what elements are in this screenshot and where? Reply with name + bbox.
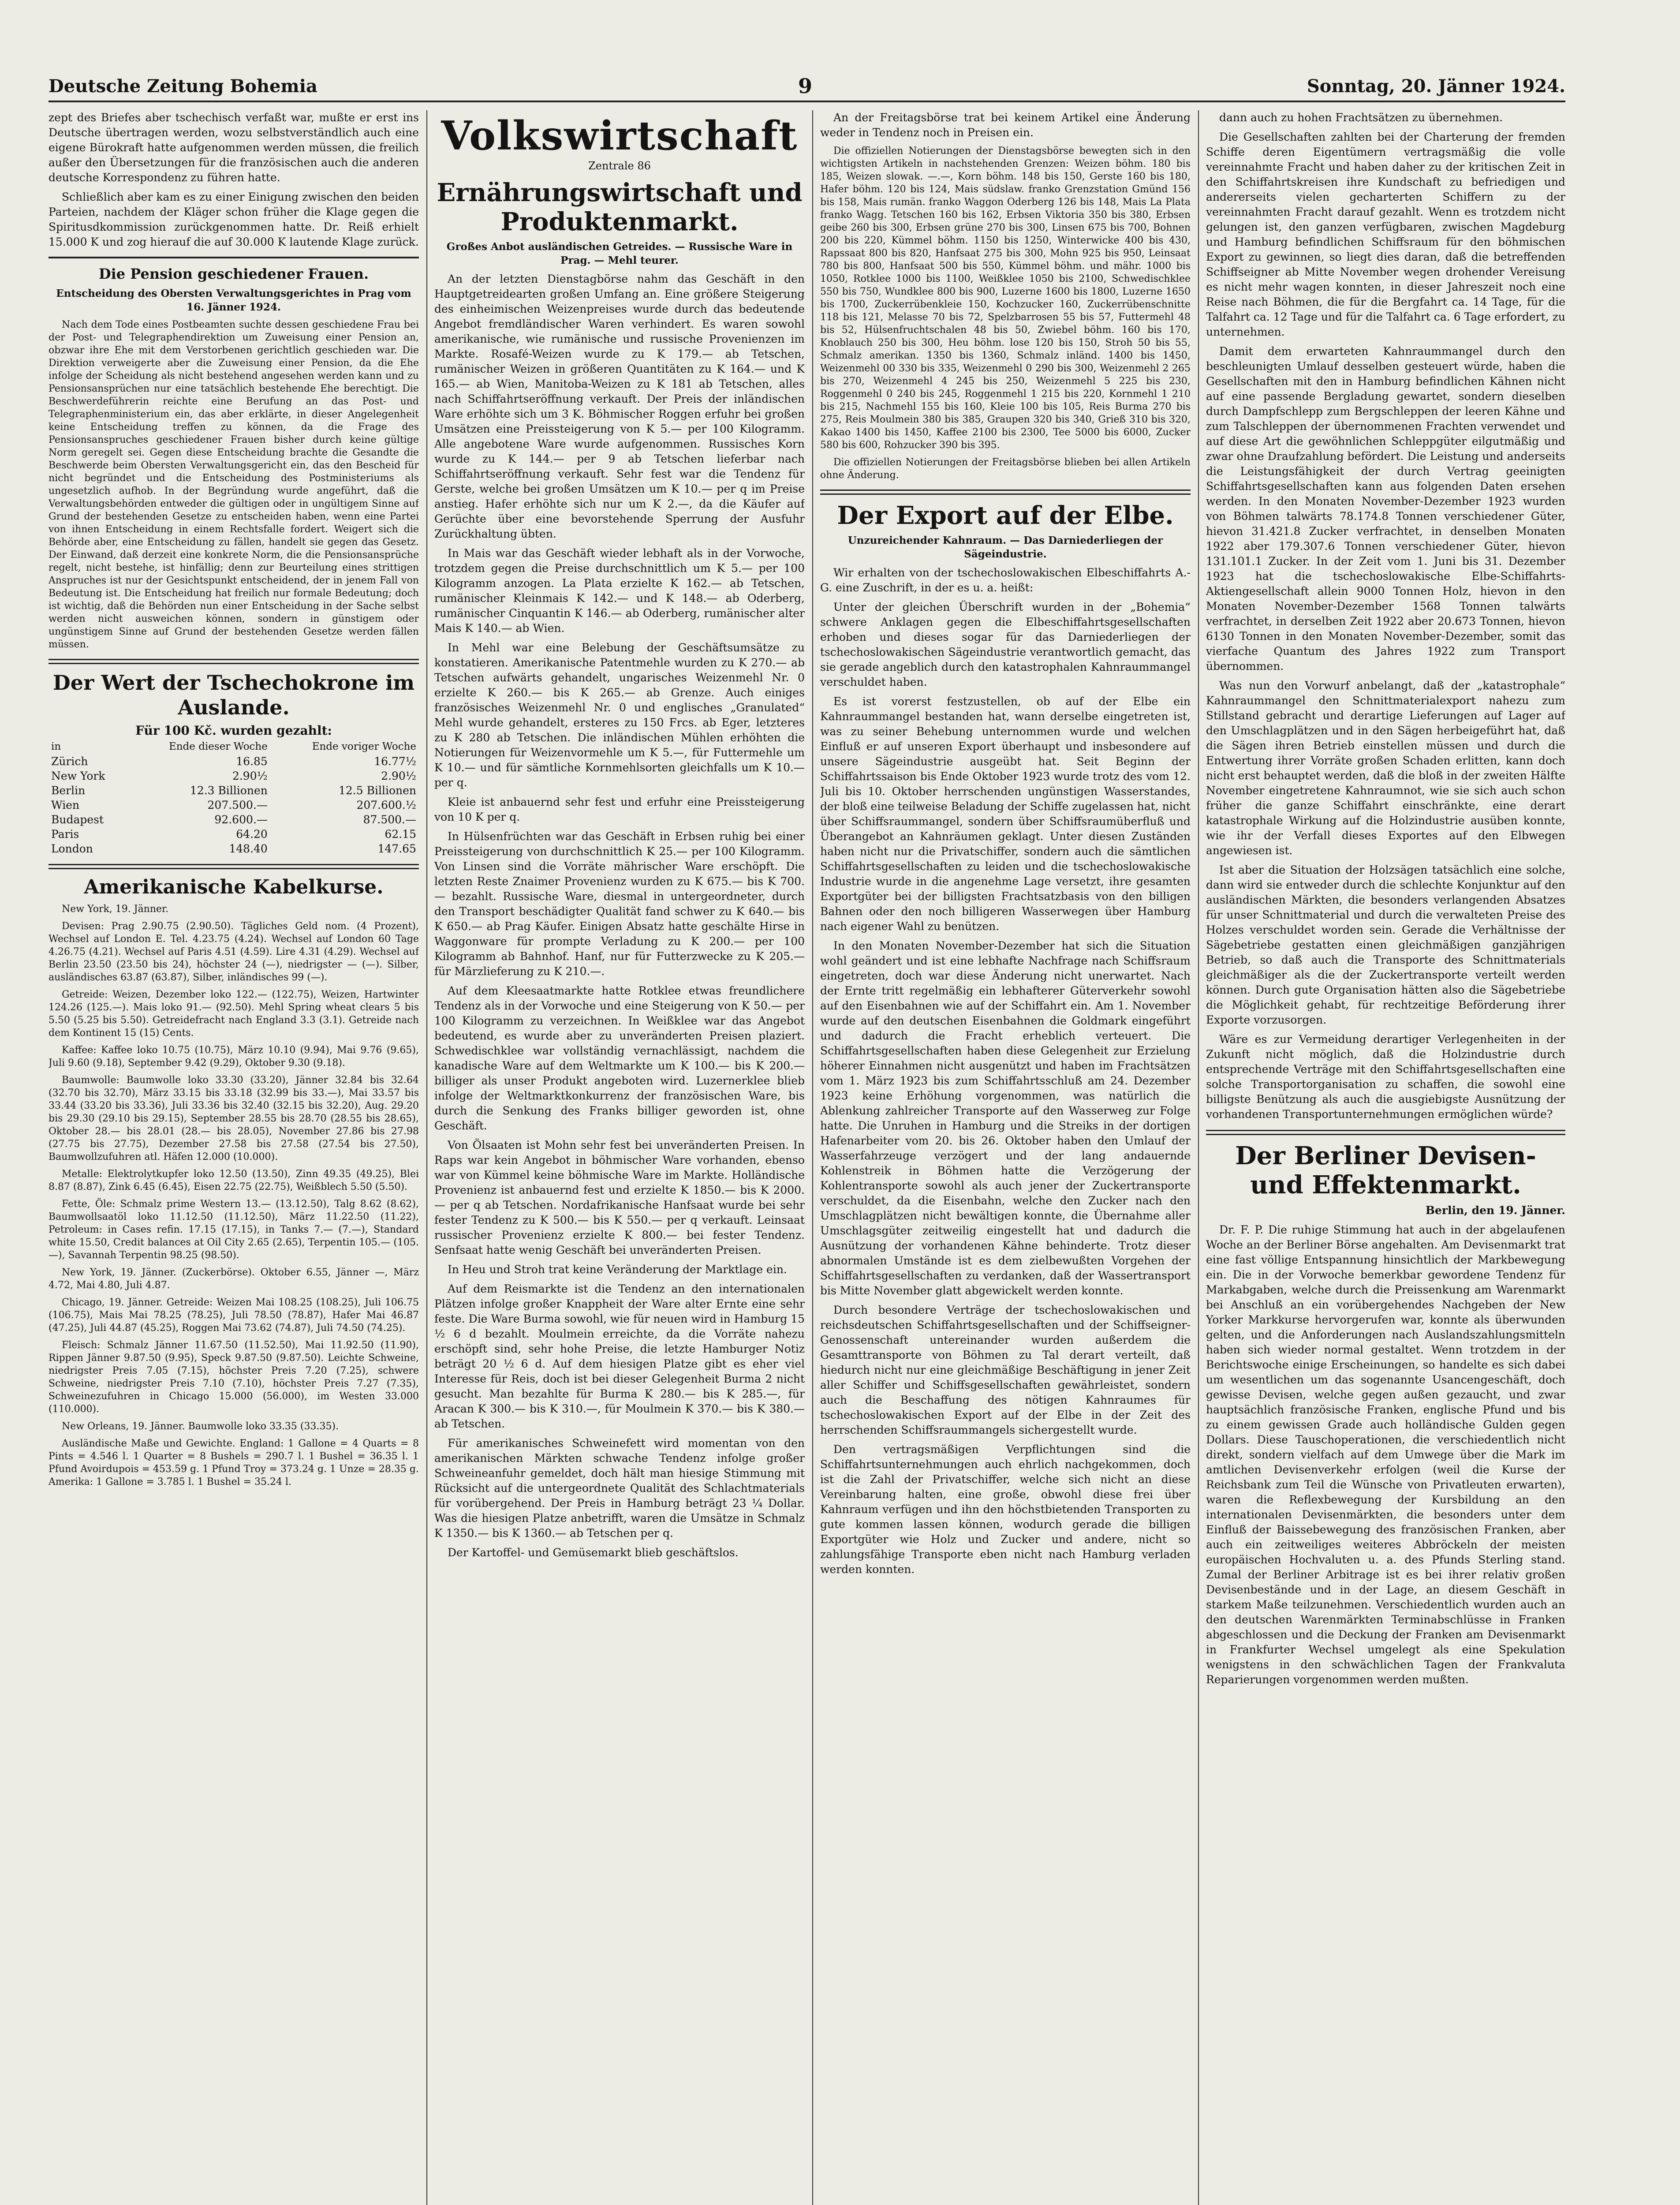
paragraph: Kaffee: Kaffee loko 10.75 (10.75), März 10.10 (9.94), Mai 9.76 (9.65), Juli 9.60 (9.18), September 9.42 (9.29), Oktober 9.30 (9.18). xyxy=(49,1045,419,1069)
table-cell: 148.40 xyxy=(229,842,268,855)
table-cell: 62.15 xyxy=(385,828,416,841)
table-caption: Für 100 Kč. wurden gezahlt: xyxy=(135,723,332,738)
table-header-row xyxy=(49,740,419,754)
paragraph: Getreide: Weizen, Dezember loko 122.— (122.75), Weizen, Hartwinter 124.26 (125.—). Mais loko 91.— (92.50). Mehl Spring wheat clears 5 bis 5.50 (5.25 bis 5.50). Getreidefracht nach England 3.3 (3.1). Getreide nach dem Kontinent 15 (15) Cents. xyxy=(49,989,419,1039)
dateline: Berlin, den 19. Jänner. xyxy=(1425,1204,1565,1217)
table-cell: 64.20 xyxy=(236,828,268,841)
table-cell: Budapest xyxy=(51,813,104,826)
table-cell: Paris xyxy=(51,828,79,841)
paragraph: An der letzten Dienstagbörse nahm das Geschäft in den Hauptgetreidearten großen Umfang an. Eine größere Steigerung des einheimischen Weizenpreises wurde durch das bedeutende Angebot fremdländischer Waren verhindert. Es waren sowohl amerikanische, wie rumänische und russische Provenienzen im Markte. Rosafé-Weizen wurde zu K 179.— ab Tetschen, rumänischer Weizen in größeren Quantitäten zu K 164.— und K 165.— ab Wien, Manitoba-Weizen zu K 181 ab Tetschen, alles nach Schiffahrtseröffnung verkauft. Der Preis der inländischen Ware erhöhte sich um 3 K. Böhmischer Roggen erfuhr bei großen Umsätzen eine Preissteigerung von K 5.— per 100 Kilogramm. Alle angebotene Ware wurde aufgenommen. Russisches Korn wurde zu K 144.— per 9 ab Tetschen lieferbar nach Schiffahrtseröffnung verkauft. Sehr fest war die Tendenz für Gerste, welche bei großen Umsätzen um K 10.— per q im Preise anstieg. Hafer erhöhte sich nur um K 2.—, da die Käufer auf Gerüchte über eine bevorstehende Sperrung der Ausfuhr Zurückhaltung übten. xyxy=(434,273,805,540)
table-cell: 12.3 Billionen xyxy=(190,784,268,797)
paragraph: Den vertragsmäßigen Verpflichtungen sind die Schiffahrtsunternehmungen auch ehrlich nachgekommen, doch ist die Zahl der Privatschiffer, welche sich nicht an diese Vereinbarung halten, eine große, obwohl diese frei über Kahnraum verfügen und ihn den höchstbietenden Transporten zu gute kommen lassen können, wodurch gerade die billigen Exportgüter wie Holz und Zucker und andere, nicht so zahlungsfähige Transporte eben nicht nach Hamburg verladen werden konnten. xyxy=(820,1443,1191,1576)
paragraph: Fette, Öle: Schmalz prime Western 13.— (13.12.50), Talg 8.62 (8.62), Baumwollsaatöl loko 11.12.50 (11.12.50), März 11.22.50 (11.22), Petroleum: in Cases refin. 17.15 (17.15), in Tanks 7.— (7.—), Standard white 15.50, Credit balances at Oil City 2.65 (2.65), Terpentin 105.— (105.—), Savannah Terpentin 98.25 (98.50). xyxy=(49,1199,419,1261)
section-title: Volkswirtschaft xyxy=(441,112,798,159)
table-cell: London xyxy=(51,842,93,855)
paragraph: Dr. F. P. Die ruhige Stimmung hat auch in der abgelaufenen Woche an der Berliner Börse angehalten. Am Devisenmarkt trat eine fast völlige Entspannung hinsichtlich der Markbewegung ein. Die in der Vorwoche bemerkbar gewordene Tendenz für Markabgaben, welche durch die Preissenkung am Warenmarkt bei Anschluß an ein vorübergehendes Nachgeben der New Yorker Markkurse hervorgerufen war, konnte als überwunden gelten, und die Anforderungen nach Auslandszahlungsmitteln haben sich wieder normal gestaltet. Wenn trotzdem in der Berichtswoche einige Erscheinungen, so handelte es sich dabei um wesentlichen um das sogenannte Usancengeschäft, doch gewisse Devisen, welche gegen außen gezaucht, und zwar hauptsächlich französische Franken, englische Pfund und bis zu einem gewissen Grade auch holländische Gulden gegen Dollars. Diese Tauschoperationen, die verschiedentlich nicht direkt, sondern vielfach auf dem Umwege über die Mark im amtlichen Devisenverkehr erfolgen (weil die Kurse der Reichsbank zum Teil die Wünsche von Privatleuten erwarten), waren die Reflexbewegung der Kursbildung an den internationalen Devisenmärkten, die besonders unter dem Einfluß der Baissebewegung des französischen Franken, aber auch ein zeitweiliges weiteres Abbröckeln der meisten europäischen Hochvaluten u. a. des Pfunds Sterling stand. Zumal der Berliner Arbitrage ist es bei ihrer relativ großen Devisenbestände und in der Lage, an diesem Geschäft in starkem Maße teilzunehmen. Verschiedentlich wurden auch an den deutschen Warenmärkten Terminabschlüsse in Franken abgeschlossen und die Deckung der Franken am Devisenmarkt in Frankfurter Wechsel umgelegt als eine Spekulation wenigstens in den schwächlichen Tagen der Frankvaluta Reparierungen vorgenommen werden mußten. xyxy=(1206,1223,1565,1686)
table-cell: 2.90½ xyxy=(381,770,416,782)
column-1 xyxy=(49,110,419,2205)
paragraph: Die offiziellen Notierungen der Dienstagsbörse bewegten sich in den wichtigsten Artikeln in nachstehenden Grenzen: Weizen böhm. 180 bis 185, Weizen slowak. —.—, Korn böhm. 148 bis 150, Gerste 160 bis 180, Hafer böhm. 120 bis 124, Mais südslaw. franko Grenzstation Gmünd 156 bis 158, Mais rumän. franko Waggon Oderberg 126 bis 148, Mais La Plata franko Wagg. Tetschen 160 bis 162, Erbsen Viktoria 350 bis 380, Erbsen geibe 260 bis 300, Erbsen grüne 270 bis 300, Linsen 675 bis 700, Bohnen 200 bis 220, Kümmel böhm. 1150 bis 1250, Winterwicke 400 bis 430, Rapssaat 800 bis 820, Hanfsaat 275 bis 300, Mohn 925 bis 950, Leinsaat 780 bis 800, Hanfsaat 500 bis 550, Kümmel böhm. und mähr. 1000 bis 1050, Rotklee 1000 bis 1100, Weißklee 1050 bis 2100, Schwedischklee 550 bis 750, Wundklee 800 bis 900, Luzerne 1600 bis 1800, Luzerne 1650 bis 1700, Zuckerrübenkleie 150, Kochzucker 160, Zuckerrübenschnitte 118 bis 121, Melasse 70 bis 72, Spelzbarrosen 55 bis 57, Futtermehl 48 bis 52, Hülsenfruchtschalen 48 bis 50, Zwiebel böhm. 160 bis 170, Knoblauch 250 bis 300, Heu böhm. lose 120 bis 150, Stroh 50 bis 55, Schmalz amerikan. 1350 bis 1360, Schmalz inländ. 1400 bis 1450, Weizenmehl 00 330 bis 335, Weizenmehl 0 290 bis 300, Weizenmehl 2 265 bis 270, Weizenmehl 4 245 bis 250, Weizenmehl 5 225 bis 230, Roggenmehl 0 240 bis 245, Roggenmehl 1 215 bis 220, Kornmehl 1 210 bis 215, Nachmehl 155 bis 160, Kleie 100 bis 105, Reis Burma 270 bis 275, Reis Moulmein 380 bis 385, Graupen 320 bis 340, Grieß 310 bis 320, Kakao 1400 bis 1450, Kaffee 2100 bis 2300, Tee 5000 bis 6000, Zucker 580 bis 600, Rohzucker 390 bis 395. xyxy=(820,146,1191,451)
divider xyxy=(49,864,419,869)
article-body xyxy=(1206,110,1565,1122)
table-cell: 92.600.— xyxy=(214,813,268,826)
table-cell: Wien xyxy=(51,799,80,811)
exchange-rate-table xyxy=(49,740,419,856)
article-body xyxy=(820,565,1191,1577)
article-title: Der Export auf der Elbe. xyxy=(837,501,1174,530)
article-title: Der Wert der Tschechokrone im Auslande. xyxy=(52,671,415,719)
issue-date: Sonntag, 20. Jänner 1924. xyxy=(1307,76,1565,97)
paragraph: Von Ölsaaten ist Mohn sehr fest bei unveränderten Preisen. In Raps war kein Angebot in böhmischer Ware vorhanden, ebenso war von Kümmel keine böhmische Ware im Markte. Holländische Provenienz ist anbauernd fest und erzielte K 1850.— bis K 2000.— per q ab Tetschen. Nordafrikanische Hanfsaat wurde bei sehr fester Tendenz zu K 500.— bis K 550.— per q verkauft. Leinsaat russischer Provenienz erzielte K 800.— bei fester Tendenz. Senfsaat hatte wenig Geschäft bei unveränderten Preisen. xyxy=(434,1139,805,1256)
divider xyxy=(820,490,1191,495)
column-rule xyxy=(1198,110,1199,2205)
table-cell: 2.90½ xyxy=(232,770,268,782)
article-title: Ernährungswirtschaft und Produktenmarkt. xyxy=(437,178,803,236)
paragraph: Devisen: Prag 2.90.75 (2.90.50). Tägliches Geld nom. (4 Prozent), Wechsel auf London E. Tel. 4.23.75 (4.24). Wechsel auf London 60 Tage 4.26.75 (4.21). Wechsel auf Paris 4.51 (4.59). Lire 4.31 (4.29). Wechsel auf Berlin 23.50 (23.50 bis 24), höchster 24 (—), niedrigster — (—). Silber, ausländisches 63.87 (63.87), Silber, inländisches 99 (—). xyxy=(49,921,419,983)
paragraph: Der Kartoffel- und Gemüsemarkt blieb geschäftslos. xyxy=(448,1546,739,1559)
column-4 xyxy=(1206,110,1565,2205)
intro-article xyxy=(49,110,419,250)
paragraph: In den Monaten November-Dezember hat sich die Situation wohl geändert und ist eine lebhafte Nachfrage nach Schiffsraum eingetreten, doch war diese Änderung nicht unerwartet. Nach der Ernte tritt regelmäßig ein lebhafterer Güterverkehr sowohl auf den Eisenbahnen wie auf der Schiffahrt ein. Am 1. November wurde auf den deutschen Eisenbahnen die Goldmark eingeführt und dadurch die Fracht erheblich verteuert. Die Schiffahrtsgesellschaften haben diese Gelegenheit zur Erzielung höherer Einnahmen nicht ausgenützt und haben im Frachtsätzen vom 1. März 1923 bis zum Schiffahrtsschluß am 24. Dezember 1923 keine Erhöhung vorgenommen, was natürlich die Ablenkung zahlreicher Transporte auf den Wasserweg zur Folge hatte. Die Unruhen in Hamburg und die Streiks in der dortigen Hafenarbeiter vom 20. bis 26. Oktober haben den Umlauf der Wasserfahrzeuge verzögert und der lang andauernde Kohlenstreik in Böhmen hatte die Verzögerung der Kohlentransporte sowohl als auch jener der Zuckertransporte verschuldet, da die Eisenbahn, welche den Zucker nach den Umschlagplätzen nicht bewältigen konnte, die Übernahme aller Umschlagsgüter zeitweilig eingestellt hat und dadurch die Ausnützung der vorhandenen Kähne behinderte. Trotz dieser abnormalen Umstände ist es dem zielbewußten Vorgehen der Schiffahrtsgesellschaften zu verdanken, daß der Wassertransport bis Mitte November glatt abgewickelt werden konnte. xyxy=(820,939,1191,1297)
paragraph: In Hülsenfrüchten war das Geschäft in Erbsen ruhig bei einer Preissteigerung von durchschnittlich K 25.— per 100 Kilogramm. Von Linsen sind die Vorräte mährischer Ware erschöpft. Die letzten Reste Znaimer Provenienz wurden zu K 675.— bis K 700.— bezahlt. Russische Ware, diesmal in untergeordneter, durch den Transport beschädigter Qualität fand schwer zu K 640.— bis K 650.— ab Prag Käufer. Einigen Absatz hatte geschälte Hirse in Waggonware für prompte Verladung zu K 200.— per 100 Kilogramm ab Bahnhof. Hanf, nur für Futterzwecke zu K 205.— für Märzlieferung zu K 210.—. xyxy=(434,830,805,978)
article-title: Der Berliner Devisen- und Effektenmarkt. xyxy=(1235,1141,1536,1200)
table-cell: Berlin xyxy=(51,784,86,797)
paragraph: Die Gesellschaften zahlten bei der Charterung der fremden Schiffe deren Eigentümern vertragsmäßig die volle vereinnahmte Fracht und haben daher zu der kritischen Zeit in den Schiffahrtskreisen ihre Kundschaft zu befriedigen und andererseits vielen gecharterten Schiffern zu der vereinnahmten Fracht darauf gezahlt. Wenn es trotzdem nicht gelungen ist, den ganzen verfügbaren, zwischen Magdeburg und Hamburg befindlichen Schiffsraum für den böhmischen Export zu gewinnen, so liegt dies daran, daß die betreffenden Schiffseigner ab Mitte November wegen drohender Vereisung es nicht mehr wagen konnten, in dieser Jahreszeit noch eine Reise nach Böhmen, die für die Bergfahrt ca. 14 Tage, für die Talfahrt ca. 12 Tage und für die Talfahrt ca. 6 Tage erfordert, zu unternehmen. xyxy=(1206,131,1565,338)
table-row xyxy=(49,798,419,812)
divider xyxy=(49,659,419,664)
paragraph: New York, 19. Jänner. (Zuckerbörse). Oktober 6.55, Jänner —, März 4.72, Mai 4.80, Juli 4.87. xyxy=(49,1267,419,1291)
paragraph: Wir erhalten von der tschechoslowakischen Elbeschiffahrts A.-G. eine Zuschrift, in der es u. a. heißt: xyxy=(820,566,1191,594)
table-cell: 12.5 Billionen xyxy=(338,784,416,797)
table-cell: 16.77½ xyxy=(374,755,416,768)
table-cell: New York xyxy=(51,770,105,782)
paragraph: New York, 19. Jänner. xyxy=(62,904,169,915)
article-subtitle: Unzureichender Kahnraum. — Das Darniederliegen der Sägeindustrie. xyxy=(847,534,1163,560)
table-cell: 207.600.½ xyxy=(356,799,416,811)
paragraph: Kleie ist anbauernd sehr fest und erfuhr eine Preissteigerung von 10 K per q. xyxy=(434,796,805,823)
column-3 xyxy=(820,110,1191,2205)
table-cell: 207.500.— xyxy=(207,799,268,811)
paragraph: dann auch zu hohen Frachtsätzen zu übernehmen. xyxy=(1219,111,1503,124)
column-rule xyxy=(426,110,427,2205)
section-subtitle: Zentrale 86 xyxy=(588,160,651,172)
table-cell: 87.500.— xyxy=(363,813,416,826)
paragraph: Metalle: Elektrolytkupfer loko 12.50 (13.50), Zinn 49.35 (49.25), Blei 8.87 (8.87), Zink 6.45 (6.45), Eisen 22.75 (22.75), Weißblech 5.50 (5.50). xyxy=(49,1169,419,1192)
column-2 xyxy=(434,110,805,2205)
paragraph: Damit dem erwarteten Kahnraummangel durch den beschleunigten Umlauf desselben gesteuert würde, haben die Gesellschaften mit den in Hamburg befindlichen Kähnen nicht auf eine passende Bergladung gewartet, sondern dieselben durch Dampfschlepp zum Bergschleppen der leeren Kähne und zum Talschleppen der übernommenen Frachten verwendet und auf diese Art die gewöhnlichen Schleppgüter eilgutmäßig und zwar ohne Draufzahlung befördert. Die Leistung und anderseits die Leistungsfähigkeit der durch Vertrag geeinigten Schiffahrtsgesellschaften kann aus folgenden Daten ersehen werden. In den Monaten November-Dezember 1923 wurden von Böhmen talwärts 78.174.8 Tonnen verschiedener Güter, hievon 31.421.8 Zucker verfrachtet, in denselben Monaten 1922 aber 179.307.6 Tonnen verschiedener Güter, hievon 131.101.1 Zucker. In der Zeit vom 1. Juni bis 31. Dezember 1923 hat die tschechoslowakische Elbe-Schiffahrts-Aktiengesellschaft allein 9000 Tonnen Holz, hievon in den Monaten November-Dezember 1568 Tonnen talwärts verfrachtet, in derselben Zeit 1922 aber 20.673 Tonnen, hievon 6130 Tonnen in den Monaten November-Dezember, somit das vierfache Quantum des Jahres 1922 zum Transport übernommen. xyxy=(1206,345,1565,673)
paragraph: Wäre es zur Vermeidung derartiger Verlegenheiten in der Zukunft nicht möglich, daß die Holzindustrie durch entsprechende Verträge mit den Schiffahrtsgesellschaften eine solche Transportorganisation zu schaffen, die sowohl eine billigste Benützung als auch die ausgiebigste Ausnützung der vorhandenen Transportunternehmungen ermöglichen würde? xyxy=(1206,1033,1565,1121)
table-row xyxy=(49,841,419,856)
column-header: Ende voriger Woche xyxy=(312,741,416,752)
article-subtitle: Entscheidung des Obersten Verwaltungsgerichtes in Prag vom 16. Jänner 1924. xyxy=(56,288,411,313)
table-row xyxy=(49,754,419,769)
paragraph: Fleisch: Schmalz Jänner 11.67.50 (11.52.50), Mai 11.92.50 (11.90), Rippen Jänner 9.87.50 (9.95), Speck 9.87.50 (9.87.50). Leichte Schweine, niedrigster Preis 7.05 (7.15), höchster Preis 7.20 (7.25), schwere Schweine, niedrigster Preis 7.10 (7.10), höchster Preis 7.27 (7.35), Schweinezufuhren in Chicago 15.000 (56.000), im Westen 33.000 (110.000). xyxy=(49,1340,419,1415)
paragraph: Nach dem Tode eines Postbeamten suchte dessen geschiedene Frau bei der Post- und Telegraphendirektion um Zuweisung einer Pension an, obzwar ihre Ehe mit dem Verstorbenen gerichtlich geschieden war. Die Direktion verweigerte aber die Zuweisung einer Pension, da die Ehe infolge der Scheidung als nicht bestehend angesehen werden kann und zu Pensionsansprüchen nur eine tatsächlich bestehende Ehe berechtigt. Die Beschwerdeführerin reichte eine Berufung an das Post- und Telegraphenministerium ein, das aber erklärte, in dieser Angelegenheit keine Entscheidung treffen zu können, da die Frage des Pensionsanspruches geschiedener Frauen bisher durch keine gültige Norm geregelt sei. Gegen diese Entscheidung brachte die Gesandte die Beschwerde beim Obersten Verwaltungsgericht ein, das den Bescheid für nicht begründet und die Entscheidung des Postministeriums als ungesetzlich aufhob. In der Begründung wurde angeführt, daß die Verwaltungsbehörden entweder die gültigen oder in ungültigem Sinne auf Grund der bestehenden Gesetze zu entscheiden haben, wenn eine Partei von ihnen Entscheidung in einem Rechtsfalle fordert. Weigert sich die Behörde aber, eine Entscheidung zu fällen, handelt sie gegen das Gesetz. Der Einwand, daß derzeit eine konkrete Norm, die die Pensionsansprüche regelt, nicht bestehe, ist hinfällig; denn zur Beurteilung eines strittigen Anspruches ist nur der Gesichtspunkt entscheidend, der in jenem Fall von Bedeutung ist. Die Entscheidung hat freilich nur formale Bedeutung; doch ist wichtig, daß die Behörden nun einer Entscheidung in der Sache selbst werden nicht ausweichen können, sondern in günstigem oder ungünstigem Sinne auf Grund der bestehenden Gesetze werden fällen müssen. xyxy=(49,319,419,650)
divider xyxy=(1206,1130,1565,1135)
article-body xyxy=(1206,1222,1565,1687)
paragraph: Durch besondere Verträge der tschechoslowakischen und reichsdeutschen Schiffahrtsgesellschaften und der Schiffseigner-Genossenschaft untereinander wurden außerdem die Gesamttransporte von Böhmen zu Tal derart verteilt, daß hiedurch nicht nur eine gleichmäßige Beschäftigung in jener Zeit aller Schiffer und Schiffsgesellschaften gewährleistet, sondern auch die Beschaffung des nötigen Kahnraumes für tschechoslowakischen Export auf der Elbe in der Zeit des herrschenden Schiffsraummangels sichergestellt wurde. xyxy=(820,1304,1191,1436)
paragraph: Schließlich aber kam es zu einer Einigung zwischen den beiden Parteien, nachdem der Kläger schon früher die Klage gegen die Spiritusdkommission zurückgenommen hatte. Dr. Reiß erhielt 15.000 K und zog hierauf die auf 30.000 K lautende Klage zurück. xyxy=(49,191,419,248)
paragraph: Für amerikanisches Schweinefett wird momentan von den amerikanischen Märkten schwache Tendenz infolge großer Schweineanfuhr gemeldet, doch hält man hiesige Stimmung mit Rücksicht auf die untergeordnete Qualität des Schlachtmaterials für vorübergehend. Der Preis in Hamburg beträgt 23 ¼ Dollar. Was die hiesigen Platze anbetrifft, waren die Umsätze in Schmalz K 1350.— bis K 1360.— ab Tetschen per q. xyxy=(434,1437,805,1540)
paragraph: New Orleans, 19. Jänner. Baumwolle loko 33.35 (33.35). xyxy=(62,1421,339,1432)
paragraph: Ausländische Maße und Gewichte. England: 1 Gallone = 4 Quarts = 8 Pints = 4.546 l. 1 Quarter = 8 Bushels = 290.7 l. 1 Bushel = 36.35 l. 1 Pfund Avoirdupois = 453.59 g. 1 Pfund Troy = 373.24 g. 1 Unze = 28.35 g. Amerika: 1 Gallone = 3.785 l. 1 Bushel = 35.24 l. xyxy=(49,1438,419,1487)
table-row xyxy=(49,783,419,798)
table-cell: Zürich xyxy=(51,755,88,768)
column-header: Ende dieser Woche xyxy=(168,741,268,752)
column-header: in xyxy=(51,741,61,752)
paragraph: An der Freitagsbörse trat bei keinem Artikel eine Änderung weder in Tendenz noch in Preisen ein. xyxy=(820,111,1191,139)
column-rule xyxy=(812,110,813,2205)
paragraph: Es ist vorerst festzustellen, ob auf der Elbe ein Kahnraummangel bestanden hat, wann derselbe eingetreten ist, was zu seiner Behebung unternommen wurde und welchen Einfluß er auf unseren Export überhaupt und insbesondere auf unsere Sägeindustrie ausgeübt hat. Seit Beginn der Schiffahrtssaison bis Ende Oktober 1923 wurde trotz des vom 12. Juli bis 10. Oktober herrschenden ungünstigen Wasserstandes, der bloß eine teilweise Beladung der Schiffe zugelassen hat, nicht über Schiffsraummangel, sondern über Schiffsraumüberfluß und Überangebot an Kahnräumen geklagt. Unter diesen Zuständen haben nicht nur die Privatschiffer, sondern auch die sämtlichen Schiffahrtsgesellschaften zu leiden und die tschechoslowakische Industrie wurde in die angenehme Lage versetzt, ihre gesamten Exportgüter bei der billigsten Frachtsatzbasis von den billigen Bahnen oder den noch billigeren Wasserwegen über Hamburg nach eigener Wahl zu benützen. xyxy=(820,695,1191,933)
table-row xyxy=(49,827,419,841)
paragraph: Baumwolle: Baumwolle loko 33.30 (33.20), Jänner 32.84 bis 32.64 (32.70 bis 32.70), März 33.15 bis 33.18 (32.99 bis 33.—), Mai 33.57 bis 33.44 (33.20 bis 33.36), Juli 33.36 bis 32.40 (32.15 bis 32.20), Aug. 29.20 bis 29.30 (29.10 bis 29.15), September 28.55 bis 28.70 (28.55 bis 28.65), Oktober 28.— bis 28.01 (28.— bis 28.05), November 27.86 bis 27.98 (27.75 bis 27.75), Dezember 27.58 bis 27.58 (27.54 bis 27.50), Baumwollzufuhren atl. Häfen 12.000 (10.000). xyxy=(49,1075,419,1162)
paragraph: Auf dem Reismarkte ist die Tendenz an den internationalen Plätzen infolge großer Knappheit der Ware alter Ernte eine sehr feste. Die Ware Burma sowohl, wie für neuen wird in Hamburg 15 ½ 6 d bezahlt. Moulmein erreichte, da die Vorräte nahezu erschöpft sind, sehr hohe Preise, die letzte Hamburger Notiz beträgt 20 ½ 6 d. Auf dem hiesigen Platze gibt es eher viel Interesse für Reis, doch ist bei dieser Gelegenheit Burma 2 nicht gesucht. Man bezahlte für Burma K 280.— bis K 285.—, für Aracan K 300.— bis K 310.—, für Moulmein K 370.— bis K 380.— ab Tetschen. xyxy=(434,1282,805,1430)
paragraph: In Mehl war eine Belebung der Geschäftsumsätze zu konstatieren. Amerikanische Patentmehle wurden zu K 270.— ab Tetschen aufwärts gehandelt, ungarisches Weizenmehl Nr. 0 erzielte K 260.— bis K 265.— ab Grenze. Auch einiges französisches Weizenmehl Nr. 0 und englisches „Granulated“ Mehl wurde gehandelt, ersteres zu 150 Frcs. ab Eger, letzteres zu K 280 ab Tetschen. Die inländischen Mühlen erhöhten die Notierungen für Weizenvormehle um K 5.—, für Futtermehle um K 10.— und für sämtliche Kornmehlsorten gleichfalls um K 10.— per q. xyxy=(434,641,805,789)
article-title: Amerikanische Kabelkurse. xyxy=(84,876,384,898)
page-header xyxy=(49,74,1565,102)
page-number: 9 xyxy=(798,74,813,98)
paragraph: Auf dem Kleesaatmarkte hatte Rotklee etwas freundlichere Tendenz als in der Vorwoche und eine Steigerung von K 50.— per 100 Kilogramm zu verzeichnen. In Weißklee war das Angebot bedeutend, es wurde aber zu unveränderten Preisen plaziert. Schwedischklee war vollständig vernachlässigt, nachdem die kanadische Ware auf dem Weltmarkte um K 100.— bis K 200.— billiger als unser Produkt angeboten wird. Luzernerklee blieb infolge der Weltmarktkonkurrenz der französischen Ware, bis durch die Senkung des Franks billiger geworden ist, ohne Geschäft. xyxy=(434,984,805,1132)
paper-name: Deutsche Zeitung Bohemia xyxy=(49,76,317,97)
paragraph: In Mais war das Geschäft wieder lebhaft als in der Vorwoche, trotzdem gegen die Preise durchschnittlich um K 5.— per 100 Kilogramm anzogen. La Plata erzielte K 162.— ab Tetschen, rumänischer Kleinmais K 142.— und K 148.— ab Oderberg, rumänischer Cinquantin K 146.— ab Oderberg, rumänischer alter Mais K 140.— ab Wien. xyxy=(434,547,805,635)
article-body xyxy=(434,272,805,1560)
table-row xyxy=(49,769,419,783)
paragraph: In Heu und Stroh trat keine Veränderung der Marktlage ein. xyxy=(448,1263,787,1276)
article-body xyxy=(49,903,419,1488)
paragraph: Ist aber die Situation der Holzsägen tatsächlich eine solche, dann wird sie entweder durch die schlechte Konjunktur auf den ausländischen Märkten, die besonders verlangenden Absatzes für unser Schnittmaterial und durch die verwalteten Preise des Holzes verschuldet worden sein. Gerade die Verhältnisse der Sägebetriebe gestatten einen gleichmäßigen ganzjährigen Betrieb, so daß auch die Transporte des Schnittmaterials gleichmäßiger als die der Zuckertransporte verteilt werden können. Durch gute Organisation hätten also die Sägebetriebe die Möglichkeit gehabt, für rechtzeitige Beförderung ihrer Exporte vorzusorgen. xyxy=(1206,863,1565,1026)
article-subtitle: Großes Anbot ausländischen Getreides. — Russische Ware in Prag. — Mehl teurer. xyxy=(446,241,793,266)
paragraph: Unter der gleichen Überschrift wurden in der „Bohemia“ schwere Anklagen gegen die Elbeschiffahrtsgesellschaften erhoben und dieses sogar für das Darniederliegen der tschechoslowakischen Sägeindustrie verantwortlich gemacht, das sie gerade angeblich durch den katastrophalen Kahnraummangel verschuldet haben. xyxy=(820,601,1191,688)
article-title: Die Pension geschiedener Frauen. xyxy=(98,265,369,282)
paragraph: zept des Briefes aber tschechisch verfaßt war, mußte er erst ins Deutsche übertragen werden, wozu selbstverständlich auch eine eigene Bürokraft hatte aufgenommen werden müssen, die freilich außer den Übersetzungen für die französischen auch die anderen deutsche Korrespondenz zu führen hatte. xyxy=(49,111,419,184)
paragraph: Was nun den Vorwurf anbelangt, daß der „katastrophale“ Kahnraummangel den Schnittmaterialexport nahezu zum Stillstand gebracht und derartige Lieferungen auf Lager auf den Umschlagplätzen und in den Sägen herbeigeführt hat, daß die Sägen ihren Betrieb einstellen müssen und durch die Entwertung ihrer Vorräte großen Schaden erlitten, kann doch nicht erst behauptet werden, daß die bloß in der zweiten Hälfte November eingetretene Kahnraumnot, wie sie sich auch schon früher die ganze Schiffahrt einschränkte, eine derart katastrophale Wirkung auf die Holzindustrie ausüben konnte, wie ihr der Verfall dieses Exportes auf den Elbwegen angewiesen ist. xyxy=(1206,679,1565,857)
paragraph: Chicago, 19. Jänner. Getreide: Weizen Mai 108.25 (108.25), Juli 106.75 (106.75), Mais Mai 78.25 (78.25), Juli 78.50 (78.87), Hafer Mai 46.87 (47.25), Juli 44.87 (45.25), Roggen Mai 73.62 (74.87), Juli 74.50 (74.25). xyxy=(49,1297,419,1334)
paragraph: Die offiziellen Notierungen der Freitagsbörse blieben bei allen Artikeln ohne Änderung. xyxy=(820,457,1191,481)
table-row xyxy=(49,812,419,827)
divider xyxy=(49,257,419,258)
table-cell: 147.65 xyxy=(377,842,416,855)
table-cell: 16.85 xyxy=(236,755,268,768)
